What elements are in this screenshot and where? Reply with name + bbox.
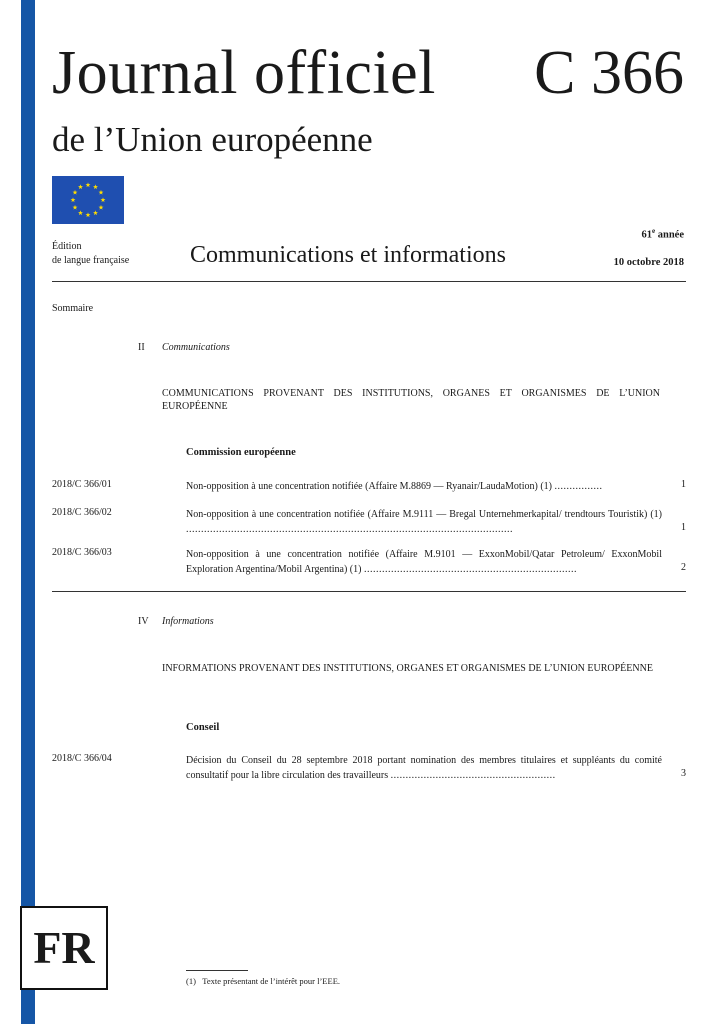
issue-number: C 366 xyxy=(534,39,684,107)
issue-date: 10 octobre 2018 xyxy=(613,257,684,268)
part-ii-roman: II xyxy=(138,342,145,353)
journal-subtitle: de l’Union européenne xyxy=(52,120,373,159)
header-divider xyxy=(52,281,686,282)
part-ii-title: Communications xyxy=(162,342,230,353)
entry-link[interactable]: Décision du Conseil du 28 septembre 2018 portant nomination des membres titulaires et suppléants du comité consultatif pour la libre circulation des travailleurs ....................................................... xyxy=(186,755,662,781)
language-box: FR xyxy=(20,906,108,990)
part-iv-roman: IV xyxy=(138,616,149,627)
part-ii-body: Commission européenne xyxy=(186,447,296,458)
entry-link[interactable]: Non-opposition à une concentration notifiée (Affaire M.9111 — Bregal Unternehmerkapital/ trendtours Touristik) (1) ............................................................................................................. xyxy=(186,509,662,535)
entry-ref: 2018/C 366/03 xyxy=(52,547,112,558)
part-iv-title: Informations xyxy=(162,616,214,627)
left-blue-stripe xyxy=(21,0,35,1024)
entry-link[interactable]: Non-opposition à une concentration notifiée (Affaire M.8869 — Ryanair/LaudaMotion) (1) ................ xyxy=(186,481,603,492)
edition-label xyxy=(52,240,129,268)
footnote-rule xyxy=(186,970,248,971)
edition-line-2: de langue française xyxy=(52,255,130,266)
entry-page: 2 xyxy=(681,562,686,573)
footnote: (1) Texte présentant de l’intérêt pour l’EEE. xyxy=(186,976,341,986)
summary-label: Sommaire xyxy=(52,303,94,314)
entry-page: 1 xyxy=(681,479,686,490)
part-iv-body: Conseil xyxy=(186,722,220,733)
part-iv-heading: INFORMATIONS PROVENANT DES INSTITUTIONS, ORGANES ET ORGANISMES DE L’UNION EUROPÉENNE xyxy=(162,663,653,674)
year-label: 61e année xyxy=(641,227,684,241)
entry-ref: 2018/C 366/01 xyxy=(52,479,112,490)
part-ii-heading: COMMUNICATIONS PROVENANT DES INSTITUTIONS, ORGANES ET ORGANISMES DE L’UNION EUROPÉENNE xyxy=(162,388,660,412)
edition-line-1: Édition xyxy=(52,241,82,252)
entry-page: 3 xyxy=(681,768,686,779)
section-divider xyxy=(52,591,686,592)
journal-title: Journal officiel xyxy=(52,39,436,107)
entry-ref: 2018/C 366/02 xyxy=(52,507,112,518)
section-heading: Communications et informations xyxy=(190,242,506,268)
entry-ref: 2018/C 366/04 xyxy=(52,753,112,764)
entry-page: 1 xyxy=(681,522,686,533)
entry-link[interactable]: Non-opposition à une concentration notifiée (Affaire M.9101 — ExxonMobil/Qatar Petroleum/ ExxonMobil Exploration Argentina/Mobil Argentina) (1) ....................................................................... xyxy=(186,549,662,575)
eu-flag-icon xyxy=(52,176,124,224)
